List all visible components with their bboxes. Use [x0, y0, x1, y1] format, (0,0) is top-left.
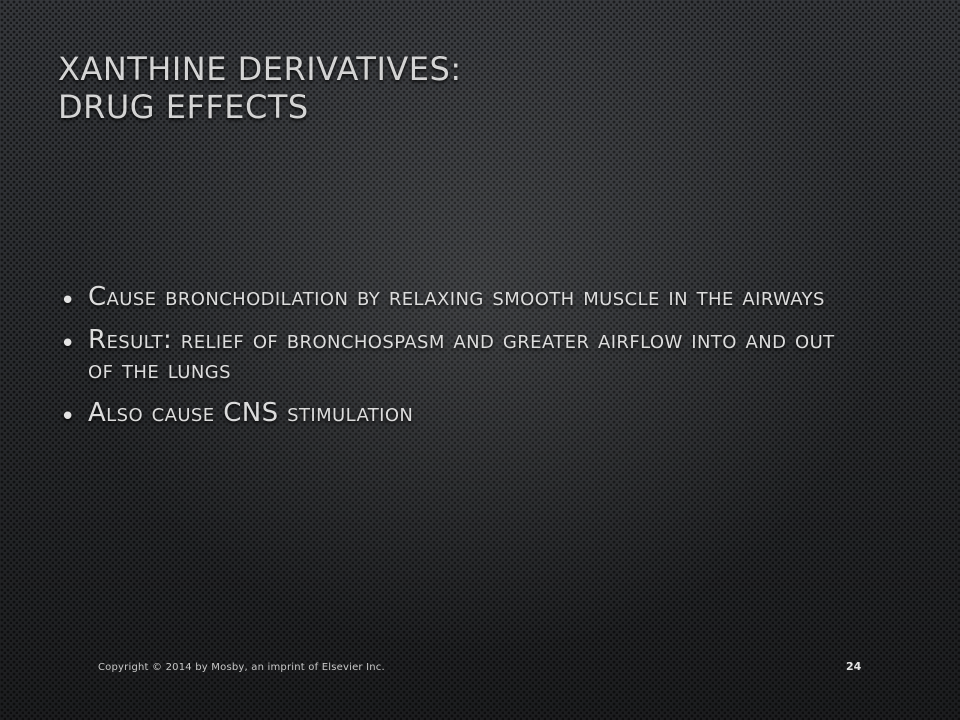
bullet-text: Also cause CNS stimulation [88, 398, 414, 428]
page-number: 24 [846, 660, 862, 673]
bullet-item-3 [58, 398, 858, 432]
bullet-icon: • [60, 329, 76, 359]
title-line-1: XANTHINE DERIVATIVES: [58, 50, 462, 88]
slide-title [58, 50, 918, 126]
bullet-text: Result: relief of bronchospasm and greater airflow into and out of the lungs [88, 325, 835, 385]
copyright-footer: Copyright © 2014 by Mosby, an imprint of Elsevier Inc. [98, 662, 385, 673]
bullet-list [58, 282, 858, 441]
title-line-2: DRUG EFFECTS [58, 88, 309, 126]
bullet-icon: • [60, 286, 76, 316]
bullet-item-1 [58, 282, 858, 316]
bullet-icon: • [60, 402, 76, 432]
bullet-item-2 [58, 325, 858, 385]
bullet-text: Cause bronchodilation by relaxing smooth muscle in the airways [88, 282, 825, 312]
